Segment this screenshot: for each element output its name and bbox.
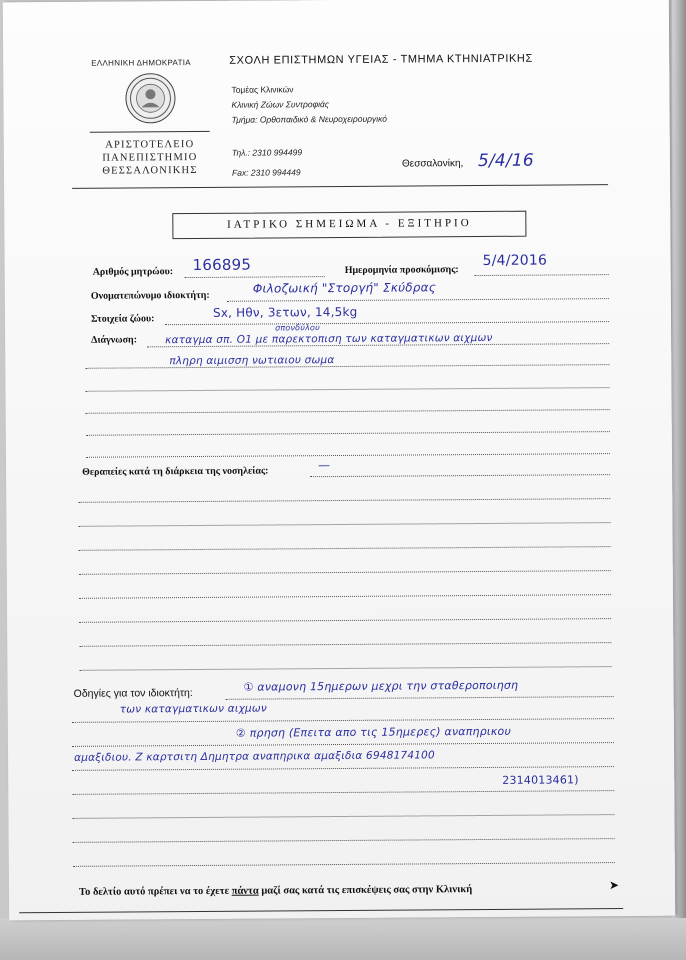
dotted-line — [86, 453, 610, 458]
animal-value: Sx, Ηθν, 3ετων, 14,5kg — [212, 304, 358, 320]
instructions-label: Οδηγίες για τον ιδιοκτήτη: — [73, 687, 193, 700]
dotted-line — [73, 838, 615, 843]
phone-label: Τηλ.: 2310 994499 — [231, 147, 303, 158]
dotted-line — [85, 364, 609, 369]
dotted-line — [79, 594, 611, 599]
dotted-line — [227, 298, 609, 302]
dotted-line — [226, 696, 614, 700]
dotted-line — [79, 546, 611, 551]
dotted-line — [310, 474, 610, 477]
diagnosis-line2: πληρη αιμισση νωτιαιου σωμα — [169, 354, 335, 368]
school-title: ΣΧΟΛΗ ΕΠΙΣΤΗΜΩΝ ΥΓΕΙΑΣ - ΤΜΗΜΑ ΚΤΗΝΙΑΤΡΙΚΗΣ — [229, 52, 533, 67]
city-label: Θεσσαλονίκη, — [401, 158, 464, 170]
university-name-line2: ΠΑΝΕΠΙΣΤΗΜΙΟ — [102, 151, 198, 164]
dotted-line — [72, 718, 614, 723]
dotted-line — [78, 522, 610, 527]
instruction-line5: 2314013461) — [502, 773, 579, 787]
instruction-line4: αμαξιδιου. Ζ καρτσιτη Δημητρα αναπηρικα αμαξιδια 6948174100 — [74, 749, 435, 764]
arrow-icon: ➤ — [608, 878, 620, 893]
fax-label: Fax: 2310 994449 — [231, 167, 301, 178]
dotted-line — [165, 321, 609, 325]
republic-label: ΕΛΛΗΝΙΚΗ ΔΗΜΟΚΡΑΤΙΑ — [91, 58, 191, 68]
footer-note — [79, 884, 472, 898]
treatment-label: Θεραπείες κατά τη διάρκεια της νοσηλείας: — [82, 465, 269, 478]
divider — [90, 131, 210, 133]
admission-label: Ημερομηνία προσκόμισης: — [344, 264, 459, 276]
title-box — [172, 211, 526, 239]
instruction-line2: των καταγματικων αιχμων — [119, 702, 267, 716]
university-name-line1: ΑΡΙΣΤΟΤΕΛΕΙΟ — [105, 139, 195, 151]
document-sheet — [3, 0, 675, 920]
sector-label: Τομέας Κλινικών — [231, 84, 294, 95]
instruction-line3: ② πρηση (Επειτα απο τις 15ημερες) αναπηρικου — [235, 724, 512, 740]
dotted-line — [72, 790, 614, 795]
dotted-line — [185, 276, 325, 278]
dotted-line — [79, 642, 611, 647]
city-date-value: 5/4/16 — [477, 150, 534, 172]
registry-value: 166895 — [192, 255, 252, 275]
clinic-label: Κλινική Ζώων Συντροφιάς — [231, 99, 330, 110]
footer-emphasis: πάντα — [231, 885, 259, 897]
dotted-line — [79, 570, 611, 575]
document-title: ΙΑΤΡΙΚΟ ΣΗΜΕΙΩΜΑ - ΕΞΙΤΗΡΙΟ — [227, 217, 472, 231]
header-divider — [72, 184, 608, 189]
dotted-line — [79, 666, 611, 671]
animal-label: Στοιχεία ζώου: — [90, 313, 155, 325]
university-name-line3: ΘΕΣΣΑΛΟΝΙΚΗΣ — [102, 164, 198, 177]
diagnosis-label: Διάγνωση: — [91, 334, 138, 346]
dotted-line — [86, 409, 610, 414]
department-label: Τμήμα: Ορθοπαιδικό & Νευροχειρουργικό — [231, 113, 388, 125]
owner-label: Ονοματεπώνυμο ιδιοκτήτη: — [90, 289, 210, 302]
registry-label: Αριθμός μητρώου: — [92, 266, 174, 278]
dotted-line — [86, 387, 610, 392]
dotted-line — [475, 274, 609, 276]
footer-rule — [19, 908, 623, 913]
footer-text-before: Το δελτίο αυτό πρέπει να το έχετε — [78, 885, 232, 898]
dotted-line — [72, 814, 614, 819]
instruction-line1: ① αναμονη 15ημερων μεχρι την σταθεροποιηση — [243, 678, 519, 694]
dotted-line — [78, 498, 610, 503]
treatment-value: — — [317, 458, 331, 473]
footer-text-after: μαζί σας κατά τις επισκέψεις σας στην Κλινική — [258, 884, 473, 897]
dotted-line — [86, 431, 610, 436]
dotted-line — [72, 742, 614, 747]
dotted-line — [73, 862, 615, 867]
scan-background — [0, 918, 686, 960]
dotted-line — [72, 766, 614, 771]
university-seal-icon — [125, 73, 175, 123]
admission-value: 5/4/2016 — [482, 252, 548, 269]
diagnosis-line1: καταγμα σπ. Ο1 με παρεκτοπιση των καταγματικων αιχμων — [165, 331, 493, 347]
diagnosis-insert: σπονδύλου — [275, 323, 320, 333]
dotted-line — [79, 618, 611, 623]
owner-value: Φιλοζωική "Στοργή" Σκύδρας — [252, 280, 436, 296]
